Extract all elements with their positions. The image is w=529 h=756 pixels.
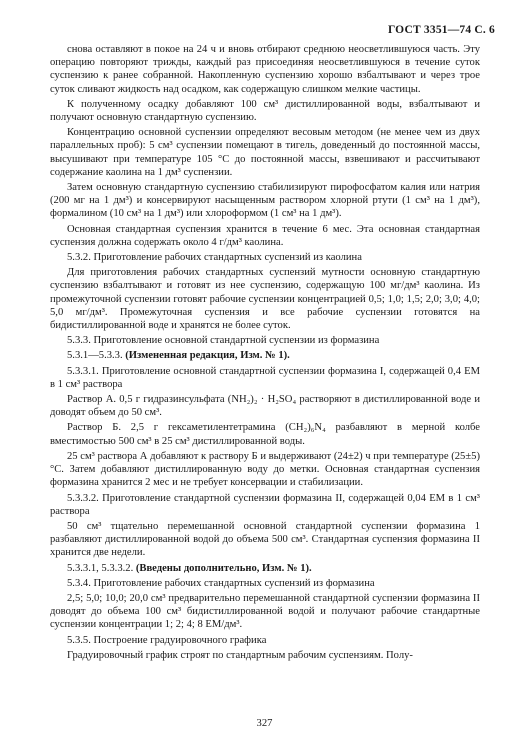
section-heading: 5.3.3.2. Приготовление стандартной суспензии формазина II, содержащей 0,04 ЕМ в 1 см³ раствора — [50, 492, 480, 517]
page-number: 327 — [256, 718, 273, 729]
paragraph: 50 см³ тщательно перемешанной основной стандартной суспензии формазина 1 разбавляют дистиллированной водой до объема 500 см³. Стандартная суспензия формазина II хранится две недели. — [50, 520, 480, 559]
amendment-clauses: 5.3.1—5.3.3. — [67, 350, 126, 362]
paragraph: Раствор Б. 2,5 г гексаметилентетрамина (CH₂)₆N₄ разбавляют в мерной колбе вместимостью 500 см³ в 25 см³ дистиллированной воды. — [50, 422, 480, 447]
amendment-note — [50, 562, 480, 575]
paragraph: К полученному осадку добавляют 100 см³ дистиллированной воды, взбалтывают и получают основную стандартную суспензию. — [50, 98, 480, 124]
page-body — [50, 43, 480, 662]
section-heading: 5.3.5. Построение градуировочного графика — [67, 634, 267, 646]
paragraph: Для приготовления рабочих стандартных суспензий мутности основную стандартную суспензию взбалтывают и готовят из нее суспензию, содержащую 100 мг/дм³ каолина. Из промежуточной суспензии готовят рабочие суспензии концентрацией 0,5; 1,0; 1,5; 2,0; 3,0; 4,0; 5,0 мг/дм³. Промежуточная суспензия и все рабочие суспензии готовятся на бидистиллированной воде и хранятся не более суток. — [50, 267, 480, 332]
paragraph: 25 см³ раствора А добавляют к раствору Б и выдерживают (24±2) ч при температуре (25±5) °С. Затем добавляют дистиллированную воду до метки. Основная стандартная суспензия формазина хранится 2 мес и не требует консервации и стабилизации. — [50, 450, 480, 489]
section-heading: 5.3.2. Приготовление рабочих стандартных суспензий из каолина — [67, 252, 362, 264]
section-heading: 5.3.4. Приготовление рабочих стандартных суспензий из формазина — [67, 577, 375, 589]
paragraph: Концентрацию основной суспензии определяют весовым методом (не менее чем из двух параллельных проб): 5 см³ суспензии помещают в тигель, доведенный до постоянной массы, высушивают при температуре 105 °С до постоянной массы, взвешивают и рассчитывают содержание каолина на 1 дм³ суспензии. — [50, 127, 480, 178]
section-heading: 5.3.3.1. Приготовление основной стандартной суспензии формазина I, содержащей 0,4 ЕМ в 1 см³ раствора — [50, 365, 480, 390]
paragraph: Градуировочный график строят по стандартным рабочим суспензиям. Полу- — [67, 649, 413, 661]
paragraph: 2,5; 5,0; 10,0; 20,0 см³ предварительно перемешанной стандартной суспензии формазина II доводят до объема 100 см³ бидистиллированной водой и получают рабочие стандартные суспензии концентрации 1; 2; 4; 8 ЕМ/дм³. — [50, 592, 480, 631]
paragraph: Раствор А. 0,5 г гидразинсульфата (NH₂)₂ · H₂SO₄ растворяют в дистиллированной воде и доводят объем до 50 см³. — [50, 394, 480, 419]
page-header: ГОСТ 3351—74 С. 6 — [387, 24, 495, 36]
paragraph: снова оставляют в покое на 24 ч и вновь отбирают среднюю неосветлившуюся часть. Эту операцию повторяют трижды, каждый раз присоединяя неосветлившуюся в течение суток суспензию к ранее собранной. Накопленную суспензию хорошо взбалтывают и через трое суток сливают жидкость над осадком, как содержащую слишком мелкие частицы. — [50, 44, 480, 95]
paragraph: Затем основную стандартную суспензию стабилизируют пирофосфатом калия или натрия (200 мг на 1 дм³) и консервируют насыщенным раствором хлорной ртути (1 см³ на 1 дм³), формалином (10 см³ на 1 дм³) или хлороформом (1 см³ на 1 дм³). — [50, 182, 480, 220]
amendment-text: (Введены дополнительно, Изм. № 1). — [135, 562, 312, 574]
amendment-clauses: 5.3.3.1, 5.3.3.2. — [67, 562, 136, 574]
section-heading: 5.3.3. Приготовление основной стандартной суспензии из формазина — [67, 335, 380, 347]
amendment-note — [50, 349, 480, 362]
amendment-text: (Измененная редакция, Изм. № 1). — [125, 350, 290, 362]
paragraph: Основная стандартная суспензия хранится в течение 6 мес. Эта основная стандартная суспензия должна содержать около 4 г/дм³ каолина. — [50, 223, 480, 248]
